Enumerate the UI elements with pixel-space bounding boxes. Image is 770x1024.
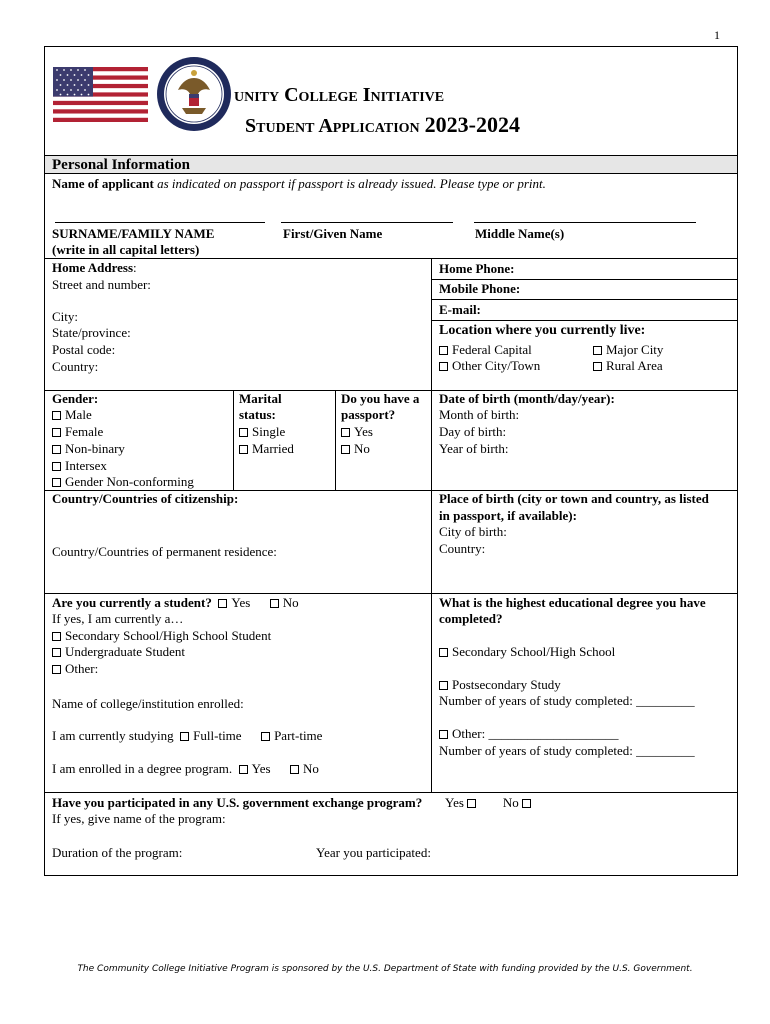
marital-label-1: Marital: [239, 391, 282, 406]
fulltime-checkbox[interactable]: [180, 732, 189, 741]
loc-major-city-checkbox[interactable]: Major City: [593, 342, 663, 358]
name-instruction: Name of applicant as indicated on passport if passport is already issued. Please type or print.: [52, 176, 546, 191]
edu-secondary-checkbox[interactable]: Secondary School/High School: [439, 644, 615, 660]
residence-field[interactable]: Country/Countries of permanent residence:: [52, 544, 277, 559]
exchange-duration-field[interactable]: Duration of the program:: [52, 845, 183, 860]
checkbox-icon[interactable]: [341, 445, 350, 454]
degree-program: I am enrolled in a degree program. Yes No: [52, 761, 319, 776]
gender-nonbinary-checkbox[interactable]: Non-binary: [52, 441, 125, 457]
surname-field[interactable]: [55, 222, 265, 223]
gender-intersex-checkbox[interactable]: Intersex: [52, 458, 107, 474]
postal-code-field[interactable]: Postal code:: [52, 342, 116, 357]
edu-years-field-1[interactable]: Number of years of study completed: _________: [439, 693, 695, 708]
checkbox-icon[interactable]: [52, 445, 61, 454]
checkbox-icon[interactable]: [439, 346, 448, 355]
first-name-field[interactable]: [281, 222, 453, 223]
checkbox-icon[interactable]: [239, 445, 248, 454]
checkbox-icon[interactable]: [439, 730, 448, 739]
section-header: [45, 155, 737, 174]
checkbox-icon[interactable]: [239, 428, 248, 437]
country-field[interactable]: Country:: [52, 359, 99, 374]
edu-postsecondary-checkbox[interactable]: Postsecondary Study: [439, 677, 561, 693]
loc-federal-capital-checkbox[interactable]: Federal Capital: [439, 342, 532, 358]
exchange-year-field[interactable]: Year you participated:: [316, 845, 431, 860]
checkbox-icon[interactable]: [341, 428, 350, 437]
exchange-program-field[interactable]: If yes, give name of the program:: [52, 811, 226, 826]
degree-yes-checkbox[interactable]: [239, 765, 248, 774]
student-secondary-checkbox[interactable]: Secondary School/High School Student: [52, 628, 271, 644]
checkbox-icon[interactable]: [52, 665, 61, 674]
mobile-phone-field[interactable]: Mobile Phone:: [439, 281, 521, 296]
city-field[interactable]: City:: [52, 309, 79, 324]
checkbox-icon[interactable]: [593, 346, 602, 355]
checkbox-icon[interactable]: [52, 478, 61, 487]
home-address-label: Home Address:: [52, 260, 137, 275]
checkbox-icon[interactable]: [593, 362, 602, 371]
surname-label: SURNAME/FAMILY NAME: [52, 226, 215, 241]
student-yes-checkbox[interactable]: [218, 599, 227, 608]
checkbox-icon[interactable]: [439, 648, 448, 657]
checkbox-icon[interactable]: [52, 632, 61, 641]
loc-other-city-checkbox[interactable]: Other City/Town: [439, 358, 540, 374]
street-field[interactable]: Street and number:: [52, 277, 151, 292]
marital-label-2: status:: [239, 407, 276, 422]
birth-city-field[interactable]: City of birth:: [439, 524, 507, 539]
checkbox-icon[interactable]: [52, 428, 61, 437]
education-question-1: What is the highest educational degree you have: [439, 595, 706, 610]
student-question: Are you currently a student? Yes No: [52, 595, 299, 610]
loc-rural-area-checkbox[interactable]: Rural Area: [593, 358, 663, 374]
gender-label: Gender:: [52, 391, 99, 406]
exchange-no-checkbox[interactable]: [522, 799, 531, 808]
checkbox-icon[interactable]: [439, 681, 448, 690]
footer-note: The Community College Initiative Program is sponsored by the U.S. Department of State with funding provided by the U.S. Government.: [77, 964, 693, 974]
home-phone-field[interactable]: Home Phone:: [439, 261, 515, 276]
study-mode: I am currently studying Full-time Part-time: [52, 728, 323, 743]
form-title-line1: unity College Initiative: [234, 84, 445, 106]
birth-country-field[interactable]: Country:: [439, 541, 486, 556]
exchange-yes-checkbox[interactable]: [467, 799, 476, 808]
passport-no-checkbox[interactable]: No: [341, 441, 370, 457]
education-question-2: completed?: [439, 611, 503, 626]
student-if-yes: If yes, I am currently a…: [52, 611, 184, 626]
checkbox-icon[interactable]: [52, 648, 61, 657]
edu-other-checkbox[interactable]: Other: ____________________: [439, 726, 618, 742]
birthplace-label-2: in passport, if available):: [439, 508, 577, 523]
page-number: 1: [714, 28, 720, 42]
surname-note: (write in all capital letters): [52, 242, 200, 257]
degree-no-checkbox[interactable]: [290, 765, 299, 774]
checkbox-icon[interactable]: [439, 362, 448, 371]
passport-yes-checkbox[interactable]: Yes: [341, 424, 373, 440]
citizenship-field[interactable]: Country/Countries of citizenship:: [52, 491, 239, 506]
college-field[interactable]: Name of college/institution enrolled:: [52, 696, 244, 711]
student-undergrad-checkbox[interactable]: Undergraduate Student: [52, 644, 185, 660]
dob-month-field[interactable]: Month of birth:: [439, 407, 520, 422]
form-title-line2: Student Application 2023-2024: [245, 112, 520, 137]
passport-label-1: Do you have a: [341, 391, 420, 406]
section-title: Personal Information: [52, 157, 190, 173]
dob-year-field[interactable]: Year of birth:: [439, 441, 509, 456]
dob-day-field[interactable]: Day of birth:: [439, 424, 507, 439]
birthplace-label-1: Place of birth (city or town and country, as listed: [439, 491, 709, 506]
dob-label: Date of birth (month/day/year):: [439, 391, 615, 406]
exchange-question: Have you participated in any U.S. government exchange program? Yes No: [52, 795, 535, 811]
location-label: Location where you currently live:: [439, 323, 646, 338]
student-other-checkbox[interactable]: Other:: [52, 661, 98, 677]
marital-single-checkbox[interactable]: Single: [239, 424, 285, 440]
gender-female-checkbox[interactable]: Female: [52, 424, 103, 440]
checkbox-icon[interactable]: [52, 411, 61, 420]
middle-name-field[interactable]: [474, 222, 696, 223]
state-field[interactable]: State/province:: [52, 325, 131, 340]
gender-male-checkbox[interactable]: Male: [52, 407, 92, 423]
parttime-checkbox[interactable]: [261, 732, 270, 741]
first-name-label: First/Given Name: [283, 226, 383, 241]
middle-name-label: Middle Name(s): [475, 226, 565, 241]
student-no-checkbox[interactable]: [270, 599, 279, 608]
checkbox-icon[interactable]: [52, 462, 61, 471]
passport-label-2: passport?: [341, 407, 396, 422]
marital-married-checkbox[interactable]: Married: [239, 441, 294, 457]
email-field[interactable]: E-mail:: [439, 302, 481, 317]
gender-nonconforming-checkbox[interactable]: Gender Non-conforming: [52, 474, 194, 490]
edu-years-field-2[interactable]: Number of years of study completed: _________: [439, 743, 695, 758]
